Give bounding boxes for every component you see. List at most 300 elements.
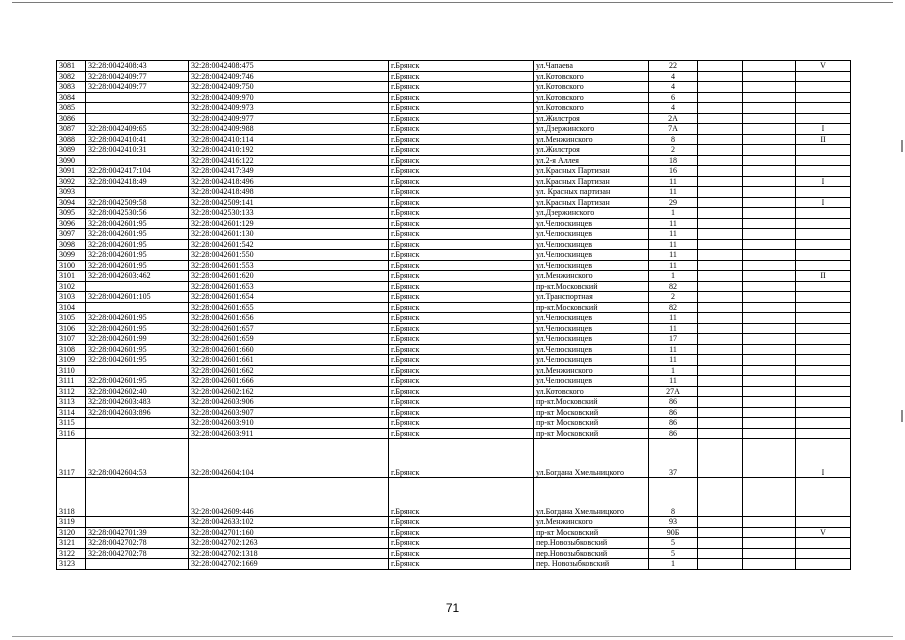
- category-cell: [796, 478, 851, 517]
- table-row: [57, 281, 851, 292]
- parent-cadastral-number-cell: 32:28:0042601:95: [86, 218, 189, 229]
- parent-cadastral-number-cell: 32:28:0042409:77: [86, 82, 189, 93]
- empty-cell: [698, 250, 743, 261]
- parent-cadastral-number-cell: 32:28:0042601:95: [86, 229, 189, 240]
- row-number-cell: 3113: [57, 397, 86, 408]
- street-cell: ул.Менжинского: [534, 365, 649, 376]
- row-number-cell: 3081: [57, 61, 86, 72]
- row-number-cell: 3089: [57, 145, 86, 156]
- table-row: [57, 145, 851, 156]
- table-row: [57, 187, 851, 198]
- city-cell: г.Брянск: [389, 527, 534, 538]
- street-cell: ул.Челюскинцев: [534, 355, 649, 366]
- category-cell: [796, 548, 851, 559]
- parent-cadastral-number-cell: 32:28:0042509:58: [86, 197, 189, 208]
- street-cell: ул.Котовского: [534, 92, 649, 103]
- empty-cell: [698, 376, 743, 387]
- house-number-cell: 86: [649, 407, 698, 418]
- empty-cell: [743, 61, 796, 72]
- cadastral-number-cell: 32:28:0042410:114: [189, 134, 389, 145]
- row-number-cell: 3093: [57, 187, 86, 198]
- category-cell: [796, 250, 851, 261]
- parent-cadastral-number-cell: 32:28:0042604:53: [86, 439, 189, 478]
- empty-cell: [743, 239, 796, 250]
- street-cell: ул.Челюскинцев: [534, 344, 649, 355]
- empty-cell: [698, 302, 743, 313]
- house-number-cell: 4: [649, 82, 698, 93]
- empty-cell: [743, 176, 796, 187]
- city-cell: г.Брянск: [389, 559, 534, 570]
- street-cell: ул.Транспортная: [534, 292, 649, 303]
- house-number-cell: 93: [649, 517, 698, 528]
- empty-cell: [743, 260, 796, 271]
- table-row: [57, 559, 851, 570]
- cadastral-number-cell: 32:28:0042701:160: [189, 527, 389, 538]
- street-cell: ул.Менжинского: [534, 271, 649, 282]
- street-cell: ул.Котовского: [534, 103, 649, 114]
- empty-cell: [743, 155, 796, 166]
- category-cell: [796, 397, 851, 408]
- house-number-cell: 1: [649, 559, 698, 570]
- empty-cell: [743, 302, 796, 313]
- category-cell: [796, 376, 851, 387]
- table-row: [57, 386, 851, 397]
- house-number-cell: 4: [649, 71, 698, 82]
- empty-cell: [698, 344, 743, 355]
- category-cell: [796, 260, 851, 271]
- empty-cell: [743, 208, 796, 219]
- house-number-cell: 1: [649, 208, 698, 219]
- cadastral-number-cell: 32:28:0042509:141: [189, 197, 389, 208]
- cadastral-number-cell: 32:28:0042601:662: [189, 365, 389, 376]
- scan-edge-top: [12, 2, 893, 3]
- row-number-cell: 3097: [57, 229, 86, 240]
- city-cell: г.Брянск: [389, 548, 534, 559]
- table-row: [57, 218, 851, 229]
- cadastral-number-cell: 32:28:0042601:130: [189, 229, 389, 240]
- category-cell: I: [796, 439, 851, 478]
- table-row: [57, 82, 851, 93]
- city-cell: г.Брянск: [389, 124, 534, 135]
- empty-cell: [743, 376, 796, 387]
- empty-cell: [743, 113, 796, 124]
- row-number-cell: 3121: [57, 538, 86, 549]
- street-cell: пр-кт Московский: [534, 428, 649, 439]
- house-number-cell: 22: [649, 61, 698, 72]
- street-cell: пр-кт.Московский: [534, 302, 649, 313]
- empty-cell: [698, 92, 743, 103]
- city-cell: г.Брянск: [389, 334, 534, 345]
- street-cell: пер.Новозыбковский: [534, 548, 649, 559]
- city-cell: г.Брянск: [389, 302, 534, 313]
- table-row: [57, 548, 851, 559]
- empty-cell: [743, 538, 796, 549]
- row-number-cell: 3122: [57, 548, 86, 559]
- empty-cell: [743, 197, 796, 208]
- city-cell: г.Брянск: [389, 197, 534, 208]
- row-number-cell: 3108: [57, 344, 86, 355]
- parent-cadastral-number-cell: 32:28:0042601:95: [86, 239, 189, 250]
- table-row: [57, 527, 851, 538]
- row-number-cell: 3102: [57, 281, 86, 292]
- cadastral-number-cell: 32:28:0042601:666: [189, 376, 389, 387]
- parent-cadastral-number-cell: [86, 92, 189, 103]
- empty-cell: [698, 313, 743, 324]
- cadastral-number-cell: 32:28:0042409:970: [189, 92, 389, 103]
- city-cell: г.Брянск: [389, 517, 534, 528]
- table-row: [57, 239, 851, 250]
- row-number-cell: 3114: [57, 407, 86, 418]
- category-cell: [796, 82, 851, 93]
- row-number-cell: 3082: [57, 71, 86, 82]
- empty-cell: [743, 124, 796, 135]
- house-number-cell: 11: [649, 239, 698, 250]
- empty-cell: [743, 271, 796, 282]
- empty-cell: [698, 407, 743, 418]
- parent-cadastral-number-cell: [86, 302, 189, 313]
- street-cell: ул.Челюскинцев: [534, 376, 649, 387]
- city-cell: г.Брянск: [389, 323, 534, 334]
- parent-cadastral-number-cell: [86, 418, 189, 429]
- street-cell: ул.Челюскинцев: [534, 260, 649, 271]
- table-row: [57, 271, 851, 282]
- city-cell: г.Брянск: [389, 344, 534, 355]
- table-row: [57, 397, 851, 408]
- street-cell: ул.Челюскинцев: [534, 323, 649, 334]
- category-cell: [796, 292, 851, 303]
- empty-cell: [698, 145, 743, 156]
- table-row: [57, 439, 851, 478]
- house-number-cell: 8: [649, 134, 698, 145]
- cadastral-number-cell: 32:28:0042702:1263: [189, 538, 389, 549]
- parent-cadastral-number-cell: 32:28:0042603:483: [86, 397, 189, 408]
- empty-cell: [698, 428, 743, 439]
- cadastral-number-cell: 32:28:0042603:906: [189, 397, 389, 408]
- row-number-cell: 3092: [57, 176, 86, 187]
- cadastral-number-cell: 32:28:0042601:553: [189, 260, 389, 271]
- street-cell: ул.Челюскинцев: [534, 313, 649, 324]
- parent-cadastral-number-cell: 32:28:0042601:95: [86, 376, 189, 387]
- category-cell: [796, 386, 851, 397]
- empty-cell: [743, 313, 796, 324]
- house-number-cell: 5: [649, 538, 698, 549]
- empty-cell: [743, 323, 796, 334]
- table-row: [57, 428, 851, 439]
- parent-cadastral-number-cell: 32:28:0042701:39: [86, 527, 189, 538]
- street-cell: ул.Красных Партизан: [534, 176, 649, 187]
- street-cell: пер.Новозыбковский: [534, 538, 649, 549]
- table-row: [57, 323, 851, 334]
- parent-cadastral-number-cell: [86, 103, 189, 114]
- row-number-cell: 3088: [57, 134, 86, 145]
- house-number-cell: 2А: [649, 113, 698, 124]
- city-cell: г.Брянск: [389, 176, 534, 187]
- house-number-cell: 11: [649, 187, 698, 198]
- table-row: [57, 538, 851, 549]
- city-cell: г.Брянск: [389, 418, 534, 429]
- house-number-cell: 11: [649, 176, 698, 187]
- empty-cell: [743, 187, 796, 198]
- empty-cell: [698, 517, 743, 528]
- row-number-cell: 3107: [57, 334, 86, 345]
- street-cell: ул.2-я Аллея: [534, 155, 649, 166]
- category-cell: [796, 538, 851, 549]
- row-number-cell: 3086: [57, 113, 86, 124]
- street-cell: пер. Новозыбковский: [534, 559, 649, 570]
- city-cell: г.Брянск: [389, 145, 534, 156]
- cadastral-number-cell: 32:28:0042409:973: [189, 103, 389, 114]
- cadastral-number-cell: 32:28:0042601:656: [189, 313, 389, 324]
- table-row: [57, 155, 851, 166]
- category-cell: I: [796, 176, 851, 187]
- empty-cell: [698, 323, 743, 334]
- parent-cadastral-number-cell: 32:28:0042409:65: [86, 124, 189, 135]
- street-cell: ул.Челюскинцев: [534, 239, 649, 250]
- empty-cell: [698, 187, 743, 198]
- empty-cell: [698, 229, 743, 240]
- table-row: [57, 71, 851, 82]
- city-cell: г.Брянск: [389, 155, 534, 166]
- parent-cadastral-number-cell: 32:28:0042417:104: [86, 166, 189, 177]
- street-cell: ул.Красных Партизан: [534, 166, 649, 177]
- row-number-cell: 3104: [57, 302, 86, 313]
- empty-cell: [698, 271, 743, 282]
- table-row: [57, 355, 851, 366]
- empty-cell: [698, 260, 743, 271]
- table-row: [57, 302, 851, 313]
- empty-cell: [743, 355, 796, 366]
- empty-cell: [698, 281, 743, 292]
- empty-cell: [698, 397, 743, 408]
- parent-cadastral-number-cell: 32:28:0042702:78: [86, 548, 189, 559]
- cadastral-number-cell: 32:28:0042530:133: [189, 208, 389, 219]
- row-number-cell: 3115: [57, 418, 86, 429]
- row-number-cell: 3109: [57, 355, 86, 366]
- house-number-cell: 82: [649, 302, 698, 313]
- cadastral-number-cell: 32:28:0042604:104: [189, 439, 389, 478]
- street-cell: пр-кт Московский: [534, 418, 649, 429]
- city-cell: г.Брянск: [389, 271, 534, 282]
- house-number-cell: 37: [649, 439, 698, 478]
- city-cell: г.Брянск: [389, 166, 534, 177]
- category-cell: [796, 302, 851, 313]
- cadastral-number-cell: 32:28:0042601:542: [189, 239, 389, 250]
- cadastral-number-cell: 32:28:0042418:498: [189, 187, 389, 198]
- cadastral-number-cell: 32:28:0042609:446: [189, 478, 389, 517]
- category-cell: [796, 92, 851, 103]
- table-row: [57, 260, 851, 271]
- house-number-cell: 11: [649, 355, 698, 366]
- cadastral-number-cell: 32:28:0042601:657: [189, 323, 389, 334]
- house-number-cell: 29: [649, 197, 698, 208]
- city-cell: г.Брянск: [389, 292, 534, 303]
- empty-cell: [698, 239, 743, 250]
- cadastral-number-cell: 32:28:0042410:192: [189, 145, 389, 156]
- empty-cell: [743, 82, 796, 93]
- table-row: [57, 478, 851, 517]
- empty-cell: [743, 397, 796, 408]
- category-cell: [796, 208, 851, 219]
- city-cell: г.Брянск: [389, 239, 534, 250]
- empty-cell: [698, 538, 743, 549]
- cadastral-number-cell: 32:28:0042409:977: [189, 113, 389, 124]
- house-number-cell: 1: [649, 365, 698, 376]
- parent-cadastral-number-cell: [86, 187, 189, 198]
- empty-cell: [743, 517, 796, 528]
- category-cell: [796, 323, 851, 334]
- cadastral-number-cell: 32:28:0042417:349: [189, 166, 389, 177]
- parent-cadastral-number-cell: 32:28:0042410:31: [86, 145, 189, 156]
- city-cell: г.Брянск: [389, 478, 534, 517]
- table-row: [57, 334, 851, 345]
- row-number-cell: 3091: [57, 166, 86, 177]
- table-row: [57, 229, 851, 240]
- empty-cell: [698, 82, 743, 93]
- street-cell: ул.Жилстроя: [534, 145, 649, 156]
- city-cell: г.Брянск: [389, 113, 534, 124]
- cadastral-number-cell: 32:28:0042418:496: [189, 176, 389, 187]
- parent-cadastral-number-cell: [86, 559, 189, 570]
- table-row: [57, 208, 851, 219]
- city-cell: г.Брянск: [389, 250, 534, 261]
- house-number-cell: 4: [649, 103, 698, 114]
- empty-cell: [698, 166, 743, 177]
- row-number-cell: 3120: [57, 527, 86, 538]
- parent-cadastral-number-cell: 32:28:0042603:462: [86, 271, 189, 282]
- table-row: [57, 113, 851, 124]
- empty-cell: [698, 71, 743, 82]
- empty-cell: [743, 103, 796, 114]
- category-cell: [796, 71, 851, 82]
- empty-cell: [743, 134, 796, 145]
- cadastral-number-cell: 32:28:0042601:653: [189, 281, 389, 292]
- cadastral-number-cell: 32:28:0042409:988: [189, 124, 389, 135]
- category-cell: [796, 559, 851, 570]
- city-cell: г.Брянск: [389, 71, 534, 82]
- house-number-cell: 11: [649, 250, 698, 261]
- category-cell: [796, 281, 851, 292]
- street-cell: пр-кт Московский: [534, 527, 649, 538]
- cadastral-number-cell: 32:28:0042601:655: [189, 302, 389, 313]
- table-row: [57, 124, 851, 135]
- category-cell: [796, 239, 851, 250]
- empty-cell: [743, 292, 796, 303]
- register-table-body: [57, 61, 851, 570]
- table-row: [57, 61, 851, 72]
- row-number-cell: 3103: [57, 292, 86, 303]
- parent-cadastral-number-cell: 32:28:0042602:40: [86, 386, 189, 397]
- table-row: [57, 292, 851, 303]
- city-cell: г.Брянск: [389, 134, 534, 145]
- page-number: 71: [445, 601, 460, 615]
- parent-cadastral-number-cell: 32:28:0042601:95: [86, 260, 189, 271]
- house-number-cell: 18: [649, 155, 698, 166]
- city-cell: г.Брянск: [389, 103, 534, 114]
- scan-edge-mark: [901, 140, 903, 152]
- street-cell: ул.Челюскинцев: [534, 250, 649, 261]
- city-cell: г.Брянск: [389, 439, 534, 478]
- street-cell: ул.Чапаева: [534, 61, 649, 72]
- city-cell: г.Брянск: [389, 355, 534, 366]
- cadastral-number-cell: 32:28:0042603:910: [189, 418, 389, 429]
- empty-cell: [743, 71, 796, 82]
- city-cell: г.Брянск: [389, 260, 534, 271]
- house-number-cell: 86: [649, 428, 698, 439]
- street-cell: ул.Дзержинского: [534, 208, 649, 219]
- register-table: [56, 60, 851, 570]
- parent-cadastral-number-cell: 32:28:0042408:43: [86, 61, 189, 72]
- scan-edge-bottom: [12, 636, 893, 637]
- category-cell: [796, 365, 851, 376]
- scan-edge-mark: [901, 410, 903, 422]
- city-cell: г.Брянск: [389, 61, 534, 72]
- empty-cell: [743, 218, 796, 229]
- table-row: [57, 313, 851, 324]
- cadastral-number-cell: 32:28:0042601:129: [189, 218, 389, 229]
- street-cell: ул.Менжинского: [534, 517, 649, 528]
- house-number-cell: 11: [649, 323, 698, 334]
- category-cell: [796, 517, 851, 528]
- house-number-cell: 86: [649, 397, 698, 408]
- parent-cadastral-number-cell: 32:28:0042530:56: [86, 208, 189, 219]
- empty-cell: [698, 176, 743, 187]
- empty-cell: [743, 478, 796, 517]
- empty-cell: [698, 548, 743, 559]
- house-number-cell: 11: [649, 260, 698, 271]
- category-cell: [796, 103, 851, 114]
- category-cell: [796, 355, 851, 366]
- category-cell: [796, 187, 851, 198]
- house-number-cell: 8: [649, 478, 698, 517]
- row-number-cell: 3087: [57, 124, 86, 135]
- empty-cell: [743, 166, 796, 177]
- table-row: [57, 407, 851, 418]
- city-cell: г.Брянск: [389, 365, 534, 376]
- house-number-cell: 2: [649, 145, 698, 156]
- parent-cadastral-number-cell: [86, 517, 189, 528]
- cadastral-number-cell: 32:28:0042408:475: [189, 61, 389, 72]
- empty-cell: [698, 61, 743, 72]
- row-number-cell: 3111: [57, 376, 86, 387]
- category-cell: [796, 418, 851, 429]
- parent-cadastral-number-cell: 32:28:0042702:78: [86, 538, 189, 549]
- table-row: [57, 197, 851, 208]
- empty-cell: [743, 548, 796, 559]
- street-cell: ул. Красных партизан: [534, 187, 649, 198]
- empty-cell: [698, 155, 743, 166]
- table-row: [57, 92, 851, 103]
- category-cell: [796, 229, 851, 240]
- street-cell: ул.Котовского: [534, 386, 649, 397]
- city-cell: г.Брянск: [389, 281, 534, 292]
- city-cell: г.Брянск: [389, 386, 534, 397]
- empty-cell: [698, 124, 743, 135]
- parent-cadastral-number-cell: [86, 365, 189, 376]
- street-cell: пр-кт.Московский: [534, 281, 649, 292]
- street-cell: ул.Богдана Хмельницкого: [534, 478, 649, 517]
- house-number-cell: 27А: [649, 386, 698, 397]
- category-cell: [796, 334, 851, 345]
- house-number-cell: 16: [649, 166, 698, 177]
- empty-cell: [743, 386, 796, 397]
- house-number-cell: 11: [649, 229, 698, 240]
- cadastral-number-cell: 32:28:0042601:660: [189, 344, 389, 355]
- city-cell: г.Брянск: [389, 538, 534, 549]
- row-number-cell: 3083: [57, 82, 86, 93]
- category-cell: [796, 155, 851, 166]
- street-cell: ул.Котовского: [534, 71, 649, 82]
- category-cell: [796, 344, 851, 355]
